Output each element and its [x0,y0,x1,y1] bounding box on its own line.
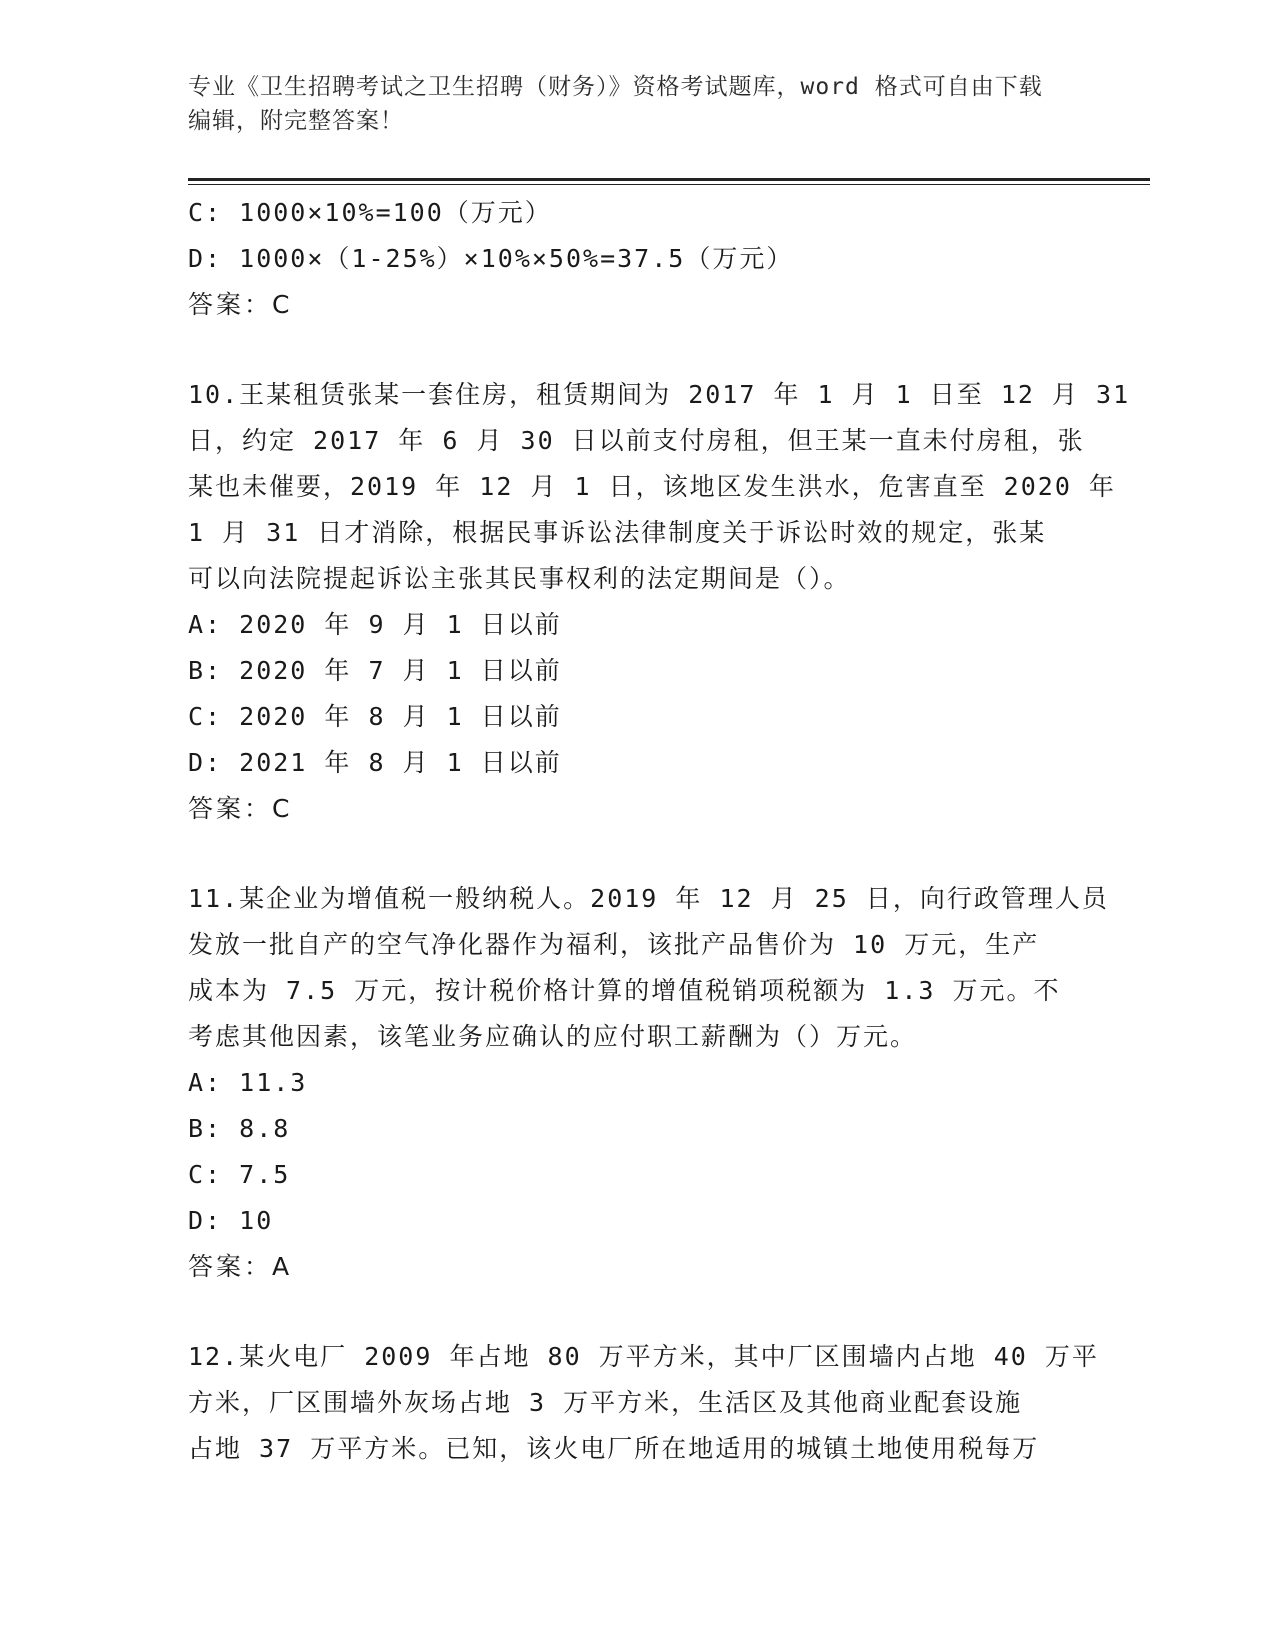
option-d: D: 2021 年 8 月 1 日以前 [188,748,562,777]
option-b: B: 8.8 [188,1114,291,1143]
question-text-line: 某也未催要，2019 年 12 月 1 日，该地区发生洪水，危害直至 2020 年 [188,472,1116,501]
spacer [188,1290,1088,1334]
answer-line: 答案：A [188,1252,293,1281]
prev-question-tail [188,190,1088,328]
answer-line: 答案：C [188,290,293,319]
spacer [188,832,1088,876]
question-text-line: 发放一批自产的空气净化器作为福利，该批产品售价为 10 万元，生产 [188,930,1040,959]
question-12 [188,1334,1099,1472]
question-text-line: 12.某火电厂 2009 年占地 80 万平方米，其中厂区围墙内占地 40 万平 [188,1342,1099,1371]
question-text-line: 占地 37 万平方米。已知，该火电厂所在地适用的城镇土地使用税每万 [188,1434,1040,1463]
question-text-line: 10.王某租赁张某一套住房，租赁期间为 2017 年 1 月 1 日至 12 月 31 [188,380,1131,409]
question-text-line: 考虑其他因素，该笔业务应确认的应付职工薪酬为（）万元。 [188,1022,918,1051]
question-text-line: 成本为 7.5 万元，按计税价格计算的增值税销项税额为 1.3 万元。不 [188,976,1061,1005]
option-d: D: 10 [188,1206,274,1235]
option-b: B: 2020 年 7 月 1 日以前 [188,656,562,685]
question-text-line: 日，约定 2017 年 6 月 30 日以前支付房租，但王某一直未付房租，张 [188,426,1085,455]
question-11 [188,876,1109,1290]
document-body [188,190,1131,1472]
question-text-line: 11.某企业为增值税一般纳税人。2019 年 12 月 25 日，向行政管理人员 [188,884,1109,913]
answer-line: 答案：C [188,794,293,823]
option-c: C: 7.5 [188,1160,291,1189]
spacer [188,328,1088,372]
option-a: A: 2020 年 9 月 1 日以前 [188,610,562,639]
option-c: C: 1000×10%=100（万元） [188,198,552,227]
option-a: A: 11.3 [188,1068,308,1097]
question-text-line: 方米，厂区围墙外灰场占地 3 万平方米，生活区及其他商业配套设施 [188,1388,1023,1417]
question-text-line: 1 月 31 日才消除，根据民事诉讼法律制度关于诉讼时效的规定，张某 [188,518,1047,547]
option-d: D: 1000×（1-25%）×10%×50%=37.5（万元） [188,244,794,273]
header-line-2: 编辑，附完整答案！ [188,108,404,134]
document-header [188,70,1088,138]
question-text-line: 可以向法院提起诉讼主张其民事权利的法定期间是（）。 [188,564,851,593]
header-line-1: 专业《卫生招聘考试之卫生招聘（财务）》资格考试题库，word 格式可自由下载 [188,74,1043,100]
question-10 [188,372,1131,832]
header-divider-thick [188,178,1150,181]
header-divider-thin [188,184,1150,185]
option-c: C: 2020 年 8 月 1 日以前 [188,702,562,731]
